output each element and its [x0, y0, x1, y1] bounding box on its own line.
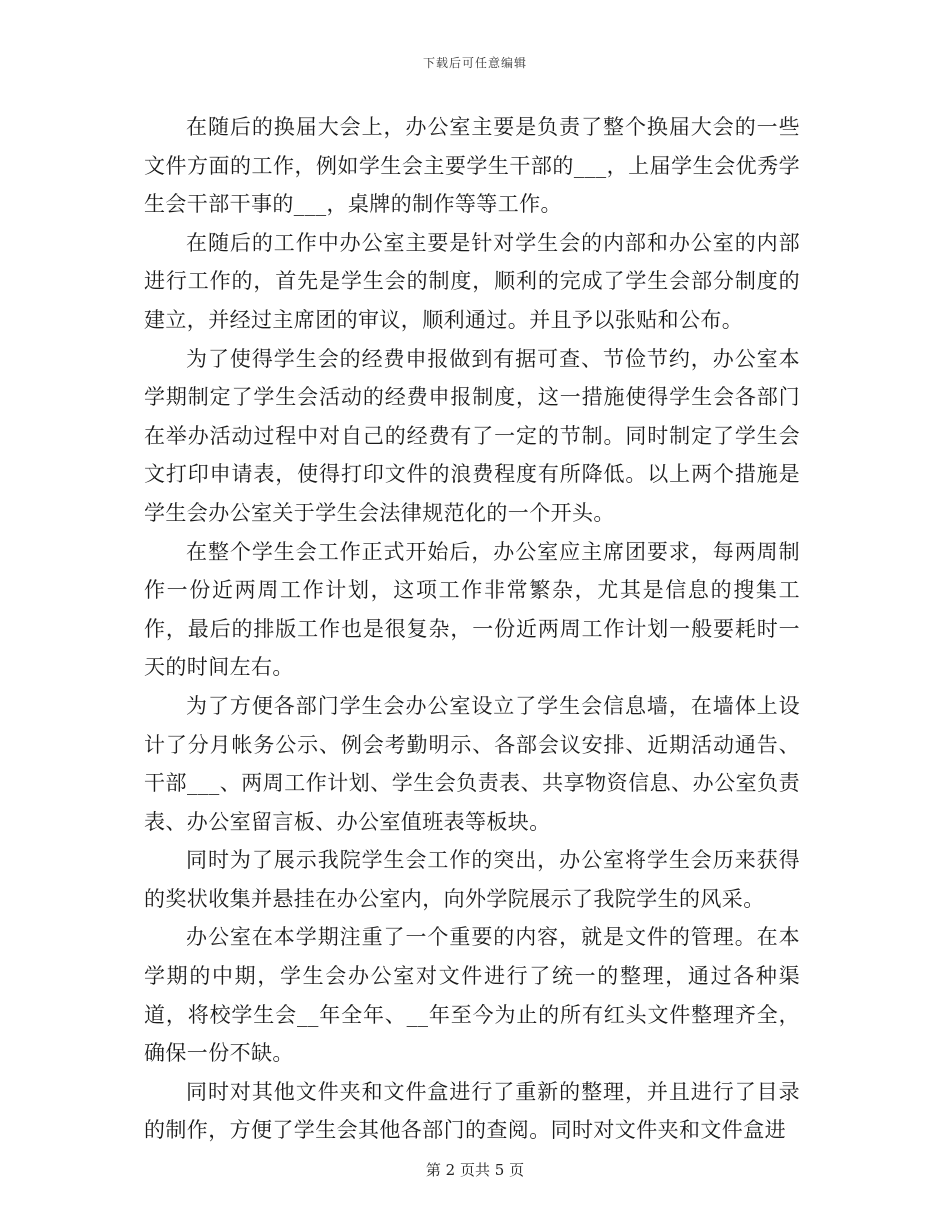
paragraph-1: 在随后的换届大会上，办公室主要是负责了整个换届大会的一些文件方面的工作，例如学生会主要学生干部的___，上届学生会优秀学生会干部干事的___，桌牌的制作等等工作。 — [144, 115, 800, 217]
paragraph-5: 为了方便各部门学生会办公室设立了学生会信息墙，在墙体上设计了分月帐务公示、例会考勤明示、各部会议安排、近期活动通告、干部___、两周工作计划、学生会负责表、共享物资信息、办公室负责表、办公室留言板、办公室值班表等板块。 — [144, 693, 800, 834]
document-body — [144, 108, 800, 1150]
paragraph-8: 同时对其他文件夹和文件盒进行了重新的整理，并且进行了目录的制作，方便了学生会其他各部门的查阅。同时对文件夹和文件盒进 — [144, 1079, 800, 1143]
paragraph-6: 同时为了展示我院学生会工作的突出，办公室将学生会历来获得的奖状收集并悬挂在办公室内，向外学院展示了我院学生的风采。 — [144, 848, 800, 911]
paragraph-2: 在随后的工作中办公室主要是针对学生会的内部和办公室的内部进行工作的，首先是学生会的制度，顺利的完成了学生会部分制度的建立，并经过主席团的审议，顺利通过。并且予以张贴和公布。 — [144, 230, 800, 332]
paragraph-4: 在整个学生会工作正式开始后，办公室应主席团要求，每两周制作一份近两周工作计划，这项工作非常繁杂，尤其是信息的搜集工作，最后的排版工作也是很复杂，一份近两周工作计划一般要耗时一天的时间左右。 — [144, 539, 800, 680]
page-footer: 第 2 页共 5 页 — [425, 1161, 525, 1179]
paragraph-3: 为了使得学生会的经费申报做到有据可查、节俭节约，办公室本学期制定了学生会活动的经费申报制度，这一措施使得学生会各部门在举办活动过程中对自己的经费有了一定的节制。同时制定了学生会文打印申请表，使得打印文件的浪费程度有所降低。以上两个措施是学生会办公室关于学生会法律规范化的一个开头。 — [144, 346, 800, 525]
page-header: 下载后可任意编辑 — [422, 56, 527, 70]
paragraph-7: 办公室在本学期注重了一个重要的内容，就是文件的管理。在本学期的中期，学生会办公室对文件进行了统一的整理，通过各种渠道，将校学生会__年全年、__年至今为止的所有红头文件整理齐全，确保一份不缺。 — [144, 925, 800, 1066]
